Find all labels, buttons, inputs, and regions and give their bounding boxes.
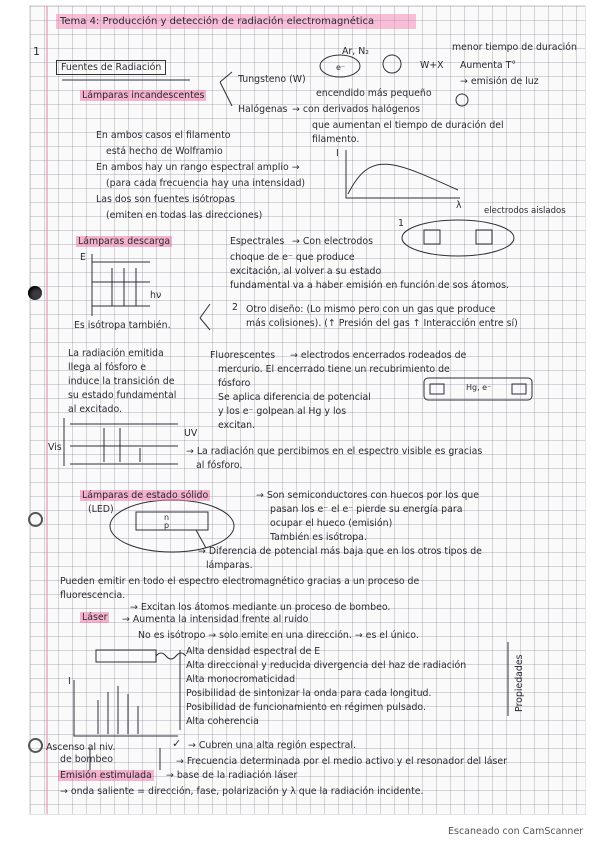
side-note: → emisión de luz [460, 76, 539, 87]
tungsten-note: encendido más pequeño [316, 88, 432, 99]
design-number: 2 [232, 302, 238, 313]
bullet-line: En ambos casos el filamento [96, 130, 231, 141]
laser-note: → Cubren una alta región espectral. [188, 740, 356, 751]
fluor-left-note: llega al fósforo e [68, 362, 147, 373]
halogen-note: que aumentan el tiempo de duración del [312, 120, 504, 131]
fluor-desc: mercurio. El encerrado tiene un recubrimiento de [218, 364, 450, 375]
binder-ring-icon [28, 738, 43, 753]
spectral-desc: fundamental va a haber emisión en función de sos átomos. [230, 280, 509, 291]
electron-label: e⁻ [336, 63, 346, 72]
properties-side-label: Propiedades [514, 654, 525, 712]
side-note: menor tiempo de duración [452, 42, 577, 53]
fluor-label: Fluorescentes [210, 350, 276, 361]
visible-note: → La radiación que percibimos en el espectro visible es gracias [186, 446, 483, 457]
fluor-desc: excitan. [218, 420, 256, 431]
section-number: 1 [33, 45, 40, 58]
bullet-line: está hecho de Wolframio [106, 146, 223, 157]
side-note: Aumenta T° [460, 60, 517, 71]
spectral-desc: choque de e⁻ que produce [230, 252, 355, 263]
solid-state-heading: Lámparas de estado sólido [82, 490, 209, 501]
laser-desc: No es isótropo → solo emite en una dirección. → es el único. [138, 630, 419, 641]
binder-ring-icon [28, 512, 43, 527]
design-note: más colisiones). (↑ Presión del gas ↑ Interacción entre sí) [246, 318, 518, 329]
halogen-note: filamento. [312, 134, 360, 145]
laser-note: → onda saliente = dirección, fase, polarización y λ que la radiación incidente. [60, 786, 424, 797]
spectral-desc: → Con electrodos [292, 236, 373, 247]
bullet-line: (emiten en todas las direcciones) [106, 210, 263, 221]
fluor-left-note: al excitado. [68, 404, 122, 415]
laser-desc: → Aumenta la intensidad frente al ruido [122, 614, 309, 625]
laser-property: Alta densidad espectral de E [186, 646, 321, 657]
plot-axis-label: I [336, 148, 339, 159]
photon-label: hν [150, 290, 162, 301]
spectral-desc: excitación, al volver a su estado [230, 266, 382, 277]
laser-property: Alta direccional y reducida divergencia del haz de radiación [186, 660, 467, 671]
spectral-label: Espectrales [230, 236, 285, 247]
solid-desc: → Son semiconductores con huecos por los que [256, 490, 480, 501]
fluor-left-note: induce la transición de [68, 376, 175, 387]
vis-label: Vis [48, 442, 62, 453]
fluor-desc: y los e⁻ golpean al Hg y los [218, 406, 347, 417]
discharge-heading: Lámparas descarga [78, 236, 171, 247]
tungsten-label: Tungsteno (W) [238, 74, 306, 85]
section-heading: Fuentes de Radiación [56, 60, 166, 75]
electrodes-label: electrodos aislados [484, 206, 566, 216]
laser-note: → base de la radiación láser [166, 770, 298, 781]
led-label: (LED) [88, 504, 114, 515]
laser-heading: Láser [82, 612, 108, 623]
fluor-left-note: La radiación emitida [68, 348, 164, 359]
plot-axis-label: I [68, 676, 71, 687]
tube-label: Hg, e⁻ [466, 383, 492, 392]
lamps-heading: Lámparas incandescentes [82, 90, 205, 101]
fluor-left-note: su estado fundamental [68, 390, 177, 401]
pump-note: Ascenso al niv. [46, 742, 116, 753]
equation-label: W+X [420, 60, 444, 71]
laser-property: Alta coherencia [186, 716, 259, 727]
halogen-note: → con derivados halógenos [292, 104, 420, 115]
isotropic-note: Es isótropa también. [74, 320, 171, 331]
laser-property: Posibilidad de funcionamiento en régimen pulsado. [186, 702, 426, 713]
plot-axis-label: λ [456, 200, 462, 211]
bullet-line: En ambos hay un rango espectral amplio → [96, 162, 300, 173]
bullet-line: (para cada frecuencia hay una intensidad) [106, 178, 306, 189]
laser-desc: → Excitan los átomos mediante un proceso de bombeo. [130, 602, 391, 613]
solid-desc: pasan los e⁻ el e⁻ pierde su energía para [270, 504, 463, 515]
pump-note: de bombeo [60, 754, 113, 765]
scanner-watermark: Escaneado con CamScanner [448, 826, 584, 837]
page-margin-line [46, 6, 48, 814]
laser-property: Posibilidad de sintonizar la onda para cada longitud. [186, 688, 432, 699]
design-note: Otro diseño: (Lo mismo pero con un gas que produce [246, 304, 496, 315]
laser-property: Alta monocromaticidad [186, 674, 296, 685]
circle-number: 1 [398, 218, 404, 229]
laser-note: → Frecuencia determinada por el medio activo y el resonador del láser [176, 756, 507, 767]
halogen-label: Halógenas [238, 104, 288, 115]
spectrum-note: Pueden emitir en todo el espectro electromagnético gracias a un proceso de [60, 576, 420, 587]
stimulated-emission-label: Emisión estimulada [60, 770, 152, 781]
uv-label: UV [184, 428, 198, 439]
solid-desc: También es isótropa. [270, 532, 367, 543]
visible-note: al fósforo. [196, 460, 243, 471]
check-icon: ✓ [172, 737, 182, 750]
n-region-label: n [164, 513, 170, 522]
fluor-desc: fósforo [218, 378, 251, 389]
binder-hole-icon [28, 286, 42, 300]
potential-note: lámparas. [206, 560, 253, 571]
bullet-line: Las dos son fuentes isótropas [96, 194, 236, 205]
solid-desc: ocupar el hueco (emisión) [270, 518, 393, 529]
fluor-desc: Se aplica diferencia de potencial [218, 392, 371, 403]
energy-axis-label: E [80, 252, 86, 263]
fluor-desc: → electrodos encerrados rodeados de [290, 350, 467, 361]
p-region-label: p [164, 521, 170, 530]
page-title: Tema 4: Producción y detección de radiación electromagnética [56, 14, 416, 29]
gas-label: Ar, N₂ [342, 46, 369, 57]
potential-note: → Diferencia de potencial más baja que en los otros tipos de [198, 546, 482, 557]
spectrum-note: fluorescencia. [60, 590, 126, 601]
